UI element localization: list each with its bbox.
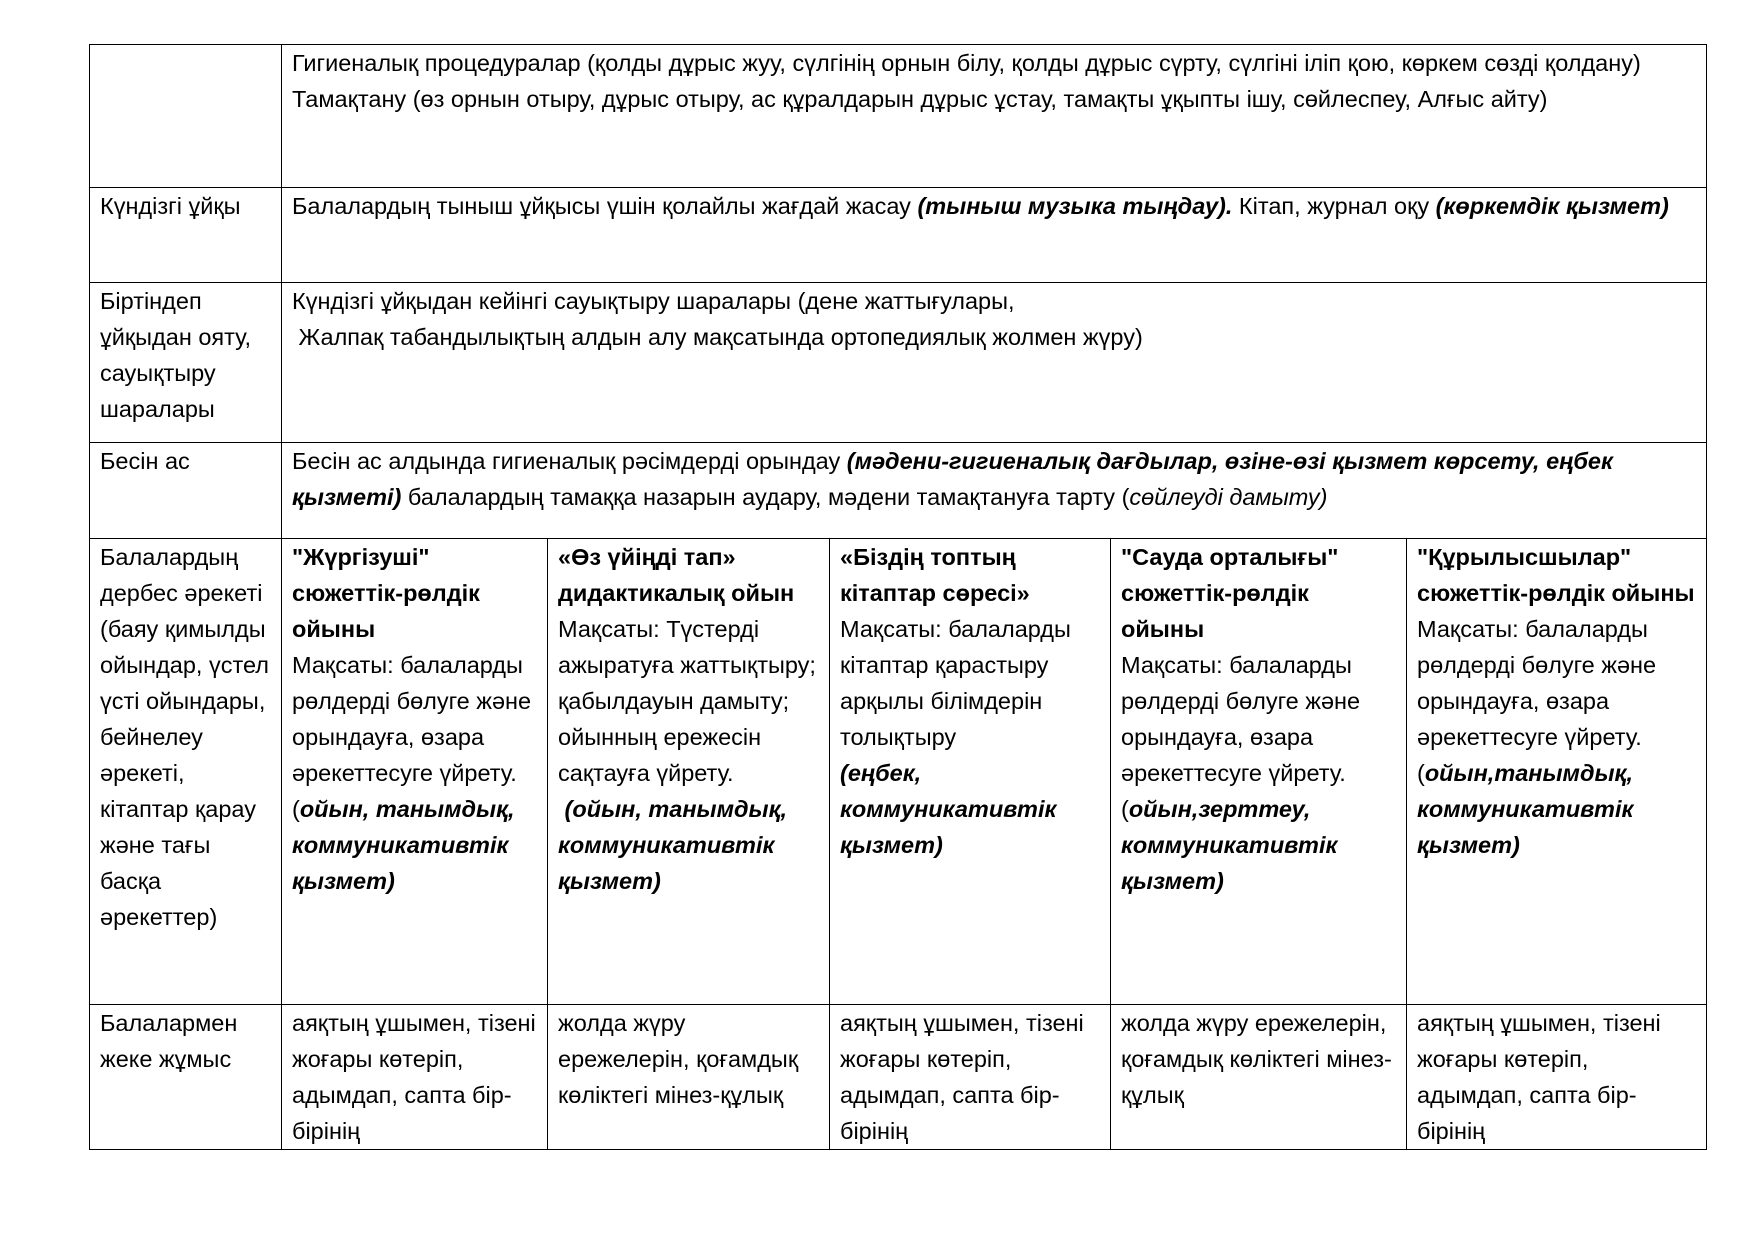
- sleep-content-cell: Балалардың тыныш ұйқысы үшін қолайлы жағдай жасау (тыныш музыка тыңдау). Кітап, журнал оқу (көркемдік қызмет): [282, 188, 1707, 283]
- row-label-cell: [90, 1005, 282, 1150]
- snack-content-cell: Бесін ас алдында гигиеналық рәсімдерді орындау (мәдени-гигиеналық дағдылар, өзіне-өзі қызмет көрсету, еңбек қызметі) балалардың тамаққа назарын аудару, мәдени тамақтануға тарту (сөйлеуді дамыту): [282, 443, 1707, 539]
- table-row: [90, 539, 1707, 1005]
- daily-plan-table: [89, 44, 1707, 1150]
- activity-cell-5: "Құрылысшылар" сюжеттік-рөлдік ойыны Мақсаты: балаларды рөлдерді бөлуге және орындауға, өзара әрекеттесуге үйрету. (ойын,танымдық, коммуникативтік қызмет): [1407, 539, 1707, 1005]
- row-label-cell: [90, 539, 282, 1005]
- individual-cell-4: жолда жүру ережелерін, қоғамдық көліктегі мінез-құлық: [1111, 1005, 1407, 1150]
- hygiene-text: Гигиеналық процедуралар (қолды дұрыс жуу, сүлгінің орнын білу, қолды дұрыс сүрту, сүлгіні іліп қою, көркем сөзді қолдану): [292, 50, 1641, 76]
- row-label: Күндізгі ұйқы: [100, 193, 241, 219]
- row-label: Балалардың дербес әрекеті (баяу қимылды ойындар, үстел үсті ойындары, бейнелеу әрекеті, кітаптар қарау және тағы басқа әрекеттер): [100, 544, 269, 930]
- activity-cell-1: "Жүргізуші" сюжеттік-рөлдік ойыны Мақсаты: балаларды рөлдерді бөлуге және орындауға, өзара әрекеттесуге үйрету. (ойын, танымдық, коммуникативтік қызмет): [282, 539, 548, 1005]
- row-label: Бесін ас: [100, 448, 190, 474]
- individual-cell-5: аяқтың ұшымен, тізені жоғары көтеріп, адымдап, сапта бір-бірінің: [1407, 1005, 1707, 1150]
- row-label: Балалармен жеке жұмыс: [100, 1010, 238, 1072]
- row-label-cell: [90, 443, 282, 539]
- table-row: [90, 188, 1707, 283]
- hygiene-content-cell: [282, 45, 1707, 188]
- row-label: Біртіндеп ұйқыдан ояту, сауықтыру шаралары: [100, 288, 252, 422]
- activity-cell-2: «Өз үйіңді тап» дидактикалық ойын Мақсаты: Түстерді ажыратуға жаттықтыру; қабылдауын дамыту; ойынның ережесін сақтауға үйрету. (ойын, танымдық, коммуникативтік қызмет): [548, 539, 830, 1005]
- row-label-cell: [90, 283, 282, 443]
- individual-cell-1: аяқтың ұшымен, тізені жоғары көтеріп, адымдап, сапта бір-бірінің: [282, 1005, 548, 1150]
- activity-cell-4: "Сауда орталығы" сюжеттік-рөлдік ойыны Мақсаты: балаларды рөлдерді бөлуге және орындауға, өзара әрекеттесуге үйрету. (ойын,зерттеу, коммуникативтік қызмет): [1111, 539, 1407, 1005]
- meal-text: Тамақтану (өз орнын отыру, дұрыс отыру, ас құралдарын дұрыс ұстау, тамақты ұқыпты ішу, сөйлеспеу, Алғыс айту): [292, 86, 1548, 112]
- individual-cell-2: жолда жүру ережелерін, қоғамдық көліктегі мінез-құлық: [548, 1005, 830, 1150]
- waking-content-cell: Күндізгі ұйқыдан кейінгі сауықтыру шаралары (дене жаттығулары, Жалпақ табандылықтың алдын алу мақсатында ортопедиялық жолмен жүру): [282, 283, 1707, 443]
- table-row: [90, 45, 1707, 188]
- row-label-cell: [90, 188, 282, 283]
- table-row: [90, 283, 1707, 443]
- activity-cell-3: «Біздің топтың кітаптар сөресі» Мақсаты: балаларды кітаптар қарастыру арқылы білімдерін толықтыру (еңбек, коммуникативтік қызмет): [830, 539, 1111, 1005]
- row-label-cell: [90, 45, 282, 188]
- table-row: [90, 1005, 1707, 1150]
- individual-cell-3: аяқтың ұшымен, тізені жоғары көтеріп, адымдап, сапта бір-бірінің: [830, 1005, 1111, 1150]
- table-row: [90, 443, 1707, 539]
